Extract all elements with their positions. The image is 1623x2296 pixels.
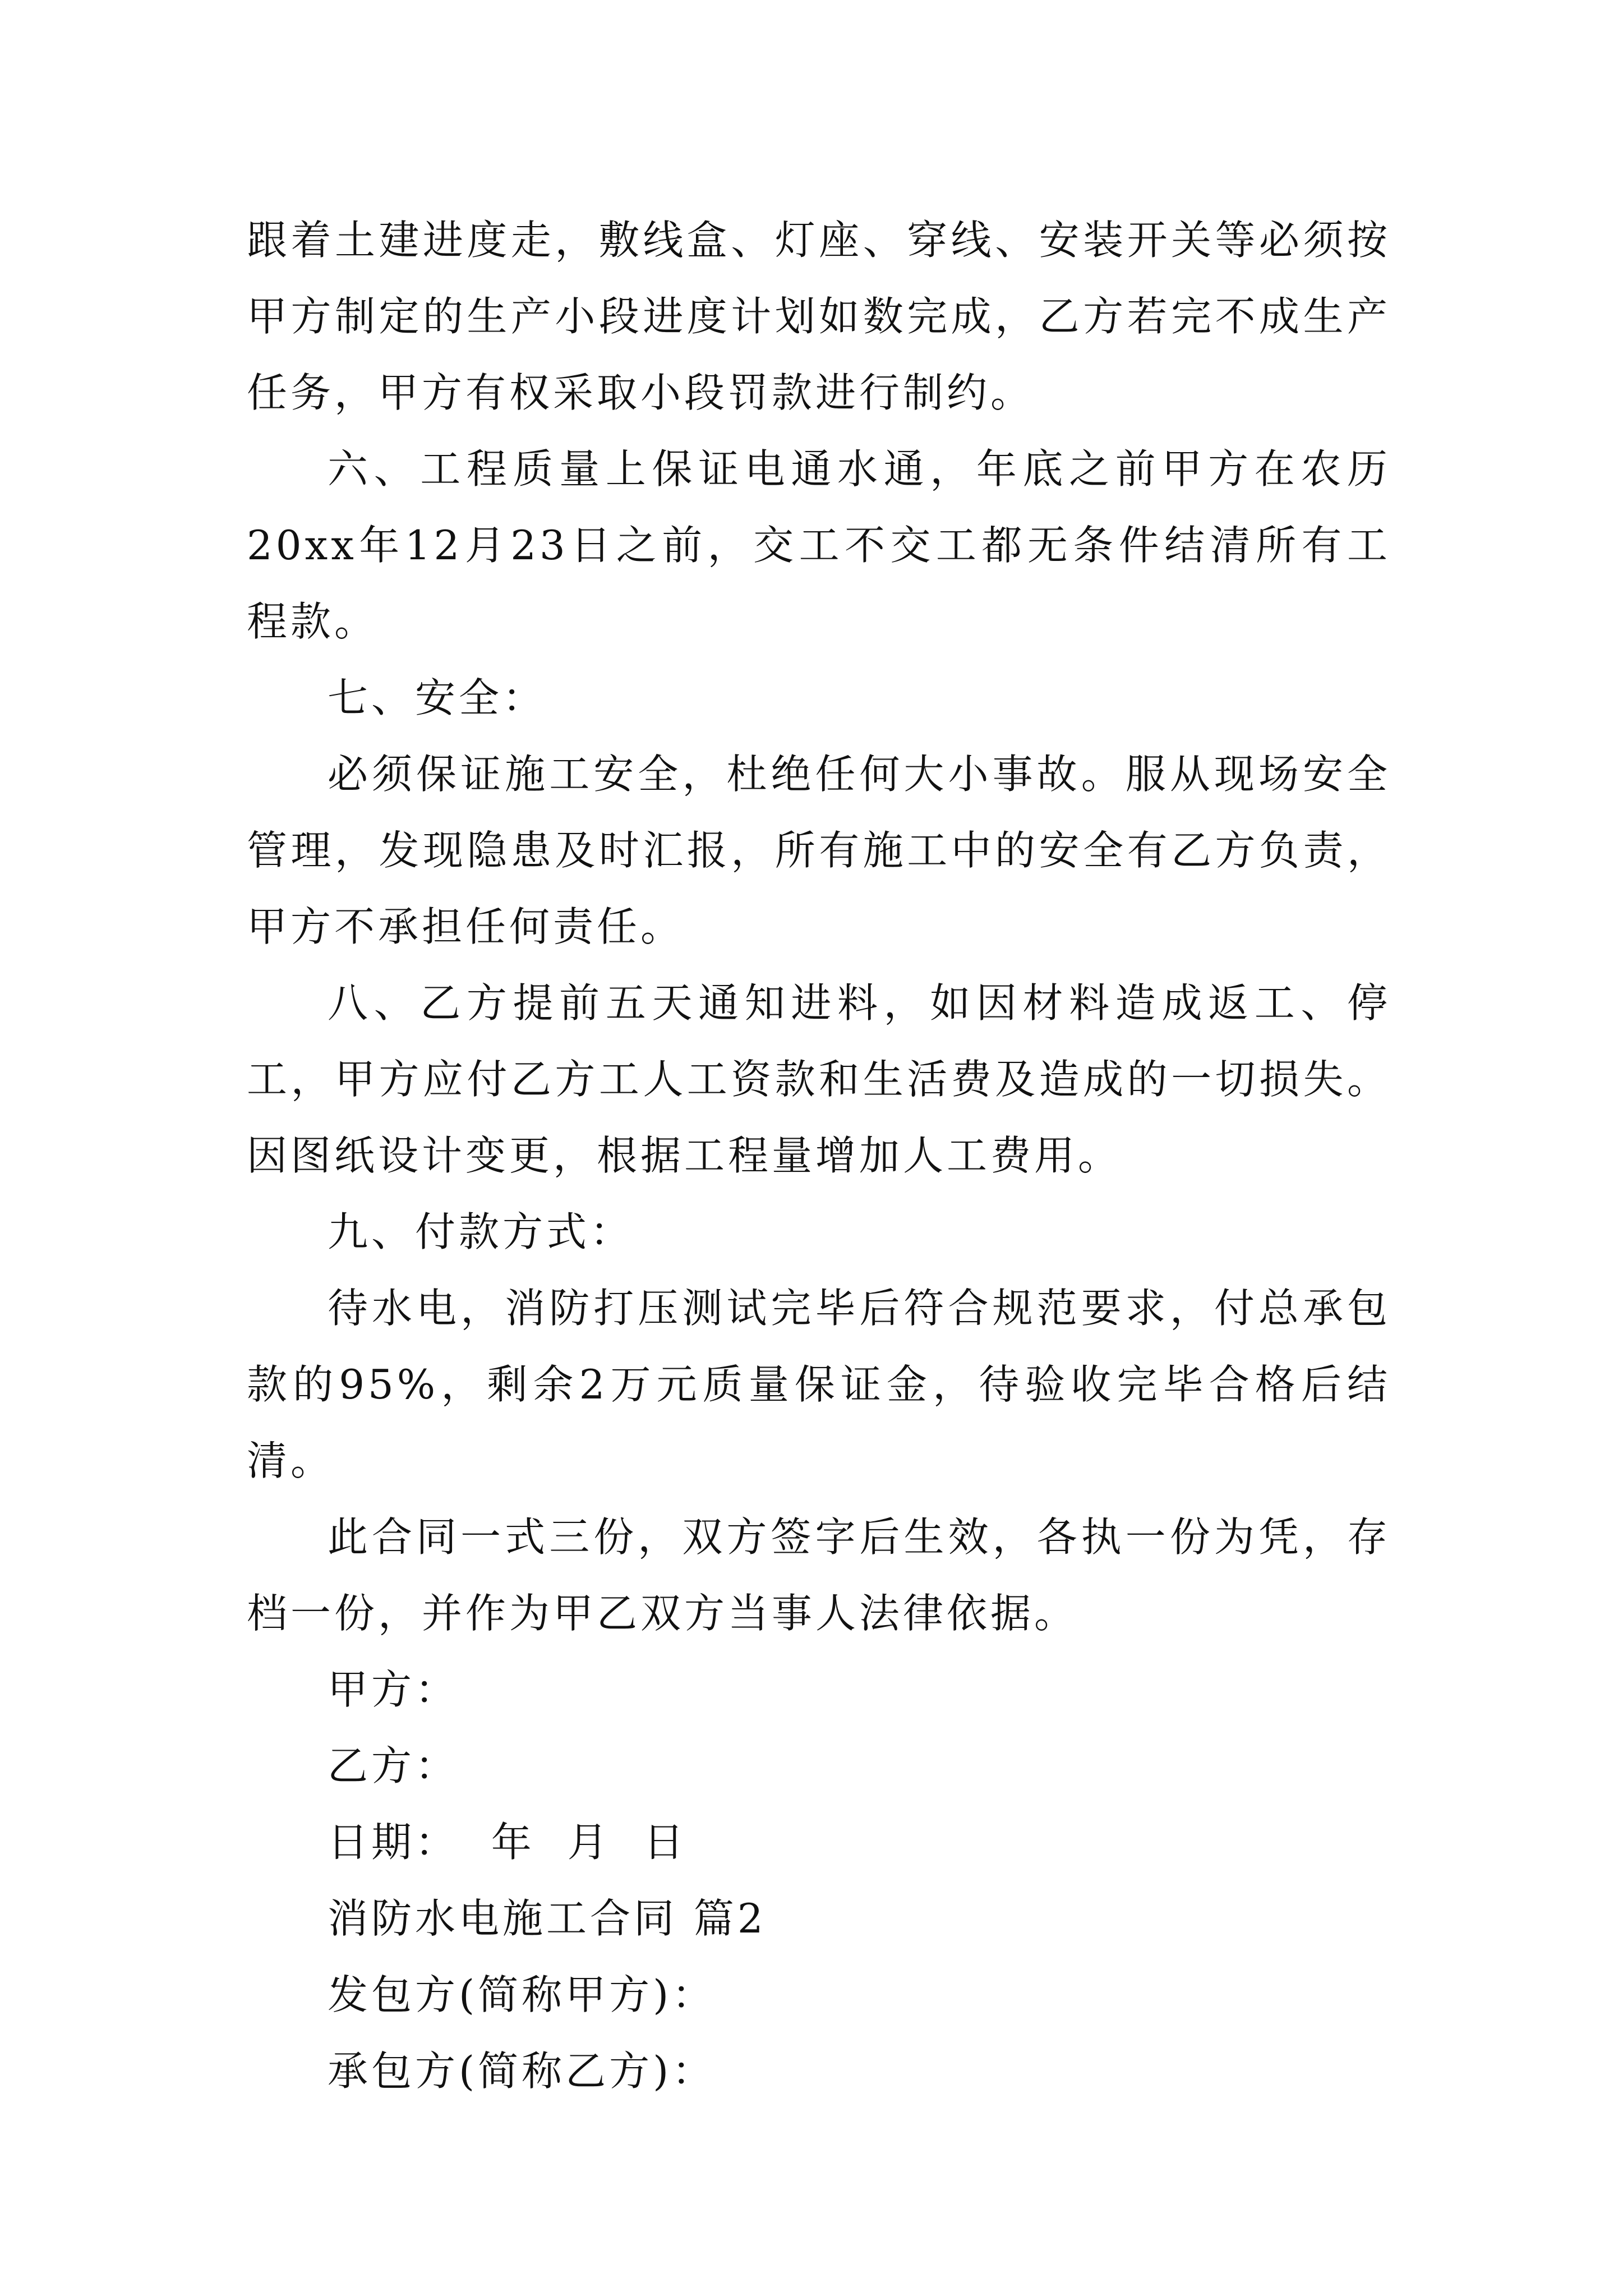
paragraph-payment-details: 待水电，消防打压测试完毕后符合规范要求，付总承包款的95%，剩余2万元质量保证金，待验收完毕合格后结清。 bbox=[247, 1285, 1391, 1484]
paragraph-clause-eight: 八、乙方提前五天通知进料，如因材料造成返工、停工，甲方应付乙方工人工资款和生活费及造成的一切损失。因图纸设计变更，根据工程量增加人工费用。 bbox=[247, 979, 1391, 1179]
document-body bbox=[247, 202, 1391, 2109]
party-b-signature-line: 乙方： bbox=[328, 1742, 459, 1789]
paragraph-progress-requirement: 跟着土建进度走，敷线盒、灯座、穿线、安装开关等必须按甲方制定的生产小段进度计划如数完成，乙方若完不成生产任务，甲方有权采取小段罚款进行制约。 bbox=[247, 217, 1391, 416]
paragraph-clause-nine-heading: 九、付款方式： bbox=[328, 1208, 634, 1255]
section-title: 消防水电施工合同 篇2 bbox=[328, 1895, 767, 1942]
date-line: 日期： 年 月 日 bbox=[328, 1819, 688, 1866]
paragraph-safety-details: 必须保证施工安全，杜绝任何大小事故。服从现场安全管理，发现隐患及时汇报，所有施工中的安全有乙方负责，甲方不承担任何责任。 bbox=[247, 751, 1391, 950]
contractor-line: 承包方(简称乙方)： bbox=[328, 2047, 716, 2095]
paragraph-clause-seven-heading: 七、安全： bbox=[328, 674, 547, 721]
paragraph-copies: 此合同一式三份，双方签字后生效，各执一份为凭，存档一份，并作为甲乙双方当事人法律依据。 bbox=[247, 1513, 1391, 1637]
party-a-signature-line: 甲方： bbox=[328, 1666, 459, 1713]
client-line: 发包方(简称甲方)： bbox=[328, 1971, 716, 2018]
paragraph-clause-six: 六、工程质量上保证电通水通，年底之前甲方在农历20xx年12月23日之前，交工不交工都无条件结清所有工程款。 bbox=[247, 445, 1391, 645]
